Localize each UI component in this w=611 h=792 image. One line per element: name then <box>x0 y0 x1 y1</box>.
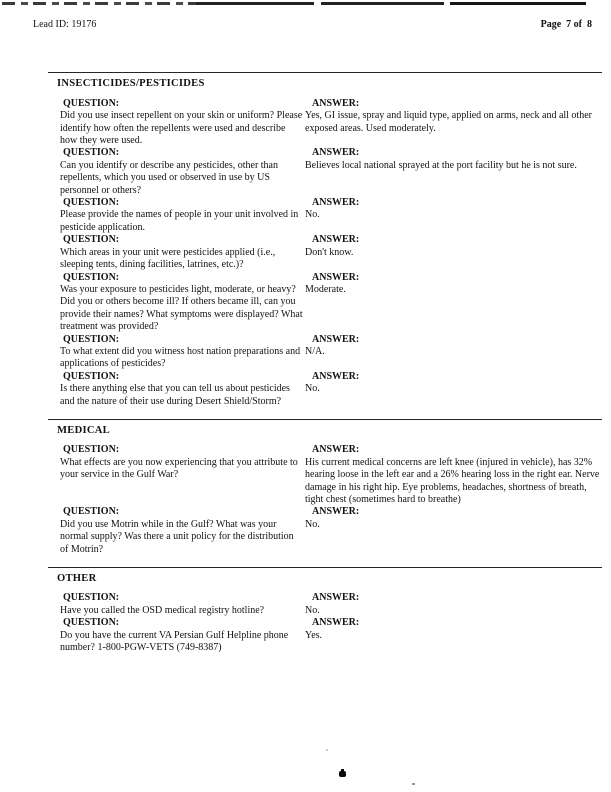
answer-text: His current medical concerns are left knee (injured in vehicle), has 32% hearing loose in the left ear and a 26% hearing loss in the right ear. Nerve damage in his right hip. Eye problems, headaches, shortness of breath, tight chest (sometimes hard to breathe) <box>305 456 600 505</box>
answer-label: ANSWER: <box>312 370 360 382</box>
question-label: QUESTION: <box>63 592 120 604</box>
answer-text: No. <box>305 383 320 395</box>
question-text: Which areas in your unit were pesticides applied (i.e., sleeping tents, dining facilities, latrines, etc.)? <box>60 246 276 271</box>
qa-row <box>48 98 602 148</box>
question-label: QUESTION: <box>63 444 120 456</box>
question-text: What effects are you now experiencing that you attribute to your service in the Gulf War? <box>60 456 298 481</box>
question-label: QUESTION: <box>63 333 120 345</box>
answer-label: ANSWER: <box>312 197 360 209</box>
answer-text: Don't know. <box>305 246 354 258</box>
qa-row <box>48 197 602 234</box>
qa-row <box>48 617 602 654</box>
question-label: QUESTION: <box>63 370 120 382</box>
answer-label: ANSWER: <box>312 333 360 345</box>
document-body <box>48 72 602 654</box>
question-text: Please provide the names of people in your unit involved in pesticide application. <box>60 209 299 233</box>
scan-artifact-dot <box>339 771 346 777</box>
question-text: Did you use Motrin while in the Gulf? What was your normal supply? Was there a unit policy for the distribution of Motrin? <box>60 518 294 555</box>
answer-text: N/A. <box>305 345 325 357</box>
answer-label: ANSWER: <box>312 444 360 456</box>
page-header <box>0 0 611 31</box>
answer-label: ANSWER: <box>312 506 360 518</box>
section-title: OTHER <box>57 573 97 585</box>
page-number: Page 7 of 8 <box>540 19 592 30</box>
answer-text: Yes, GI issue, spray and liquid type, applied on arms, neck and all other exposed areas. Used moderately. <box>305 110 592 134</box>
question-label: QUESTION: <box>63 197 120 209</box>
question-label: QUESTION: <box>63 97 120 109</box>
scan-artifact-line <box>196 2 586 5</box>
answer-text: No. <box>305 518 320 530</box>
question-text: Do you have the current VA Persian Gulf Helpline phone number? 1-800-PGW-VETS (749-8387) <box>60 629 289 654</box>
answer-text: Yes. <box>305 629 323 641</box>
question-label: QUESTION: <box>63 617 120 629</box>
question-label: QUESTION: <box>63 506 120 518</box>
qa-row <box>48 506 602 556</box>
section-insecticides-pesticides <box>48 72 602 408</box>
question-label: QUESTION: <box>63 147 120 159</box>
answer-text: No. <box>305 604 320 616</box>
scan-artifact-line <box>2 2 196 5</box>
qa-row <box>48 592 602 617</box>
qa-row <box>48 234 602 271</box>
section-other <box>48 567 602 654</box>
question-text: Is there anything else that you can tell us about pesticides and the nature of their use during Desert Shield/Storm? <box>60 383 290 407</box>
qa-row <box>48 371 602 408</box>
answer-label: ANSWER: <box>312 234 360 246</box>
qa-row <box>48 272 602 334</box>
scan-artifact-speck <box>326 749 328 751</box>
qa-row <box>48 334 602 371</box>
qa-row <box>48 444 602 506</box>
section-medical <box>48 419 602 556</box>
question-text: Have you called the OSD medical registry hotline? <box>60 604 265 616</box>
question-label: QUESTION: <box>63 234 120 246</box>
answer-text: No. <box>305 209 320 221</box>
answer-label: ANSWER: <box>312 147 360 159</box>
question-text: Was your exposure to pesticides light, moderate, or heavy? Did you or others become ill? If others became ill, can you provide their names? What symptoms were displayed? What treatment was provided? <box>60 283 303 333</box>
answer-label: ANSWER: <box>312 617 360 629</box>
question-text: Did you use insect repellent on your skin or uniform? Please identify how often the repellents were used and describe how they were used. <box>60 110 303 147</box>
question-text: Can you identify or describe any pesticides, other than repellents, which you used or observed in use by US personnel or others? <box>60 159 278 196</box>
section-title: MEDICAL <box>57 424 110 436</box>
lead-id: Lead ID: 19176 <box>33 19 97 30</box>
question-text: To what extent did you witness host nation preparations and applications of pesticides? <box>60 345 301 370</box>
answer-label: ANSWER: <box>312 97 360 109</box>
answer-text: Believes local national sprayed at the port facility but he is not sure. <box>305 159 577 171</box>
answer-text: Moderate. <box>305 283 346 295</box>
answer-label: ANSWER: <box>312 271 360 283</box>
section-title: INSECTICIDES/PESTICIDES <box>57 78 205 90</box>
qa-row <box>48 147 602 197</box>
question-label: QUESTION: <box>63 271 120 283</box>
answer-label: ANSWER: <box>312 592 360 604</box>
scan-artifact-speck <box>412 783 415 785</box>
